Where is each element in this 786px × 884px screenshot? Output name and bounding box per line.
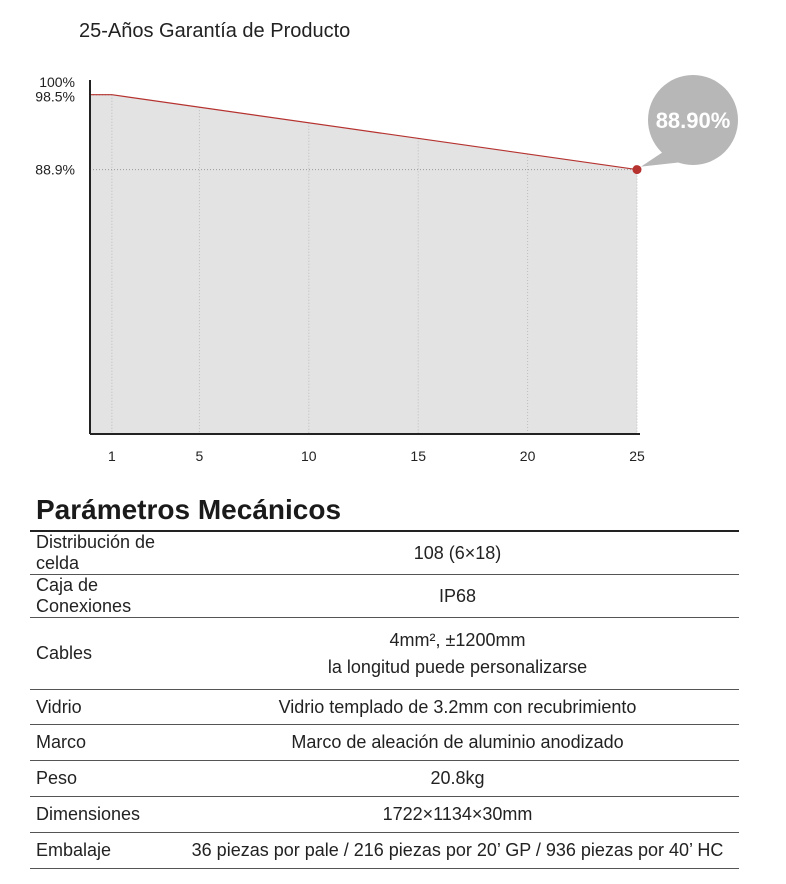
- param-value-text-secondary: la longitud puede personalizarse: [327, 656, 588, 677]
- params-row: [30, 618, 739, 690]
- param-value: [176, 761, 739, 797]
- param-value: [176, 833, 739, 869]
- x-tick-label-25: 25: [629, 448, 645, 464]
- callout-label: 88.90%: [655, 108, 731, 133]
- x-tick-label-10: 10: [301, 448, 317, 464]
- x-tick-label-5: 5: [195, 448, 204, 464]
- param-value: [176, 531, 739, 575]
- params-row: [30, 575, 739, 618]
- param-label: Caja de Conexiones: [36, 575, 132, 616]
- param-label: Distribución de celda: [36, 532, 156, 573]
- param-value-text: IP68: [438, 585, 477, 606]
- x-tick-label-15: 15: [410, 448, 426, 464]
- y-tick-label-1: 98.5%: [35, 88, 75, 105]
- y-tick-label-0: 100%: [39, 74, 75, 90]
- chart-area-fill: [90, 95, 637, 434]
- param-value: [176, 618, 739, 690]
- param-value-text: Vidrio templado de 3.2mm con recubrimiento: [278, 696, 637, 717]
- param-value-text: Marco de aleación de aluminio anodizado: [291, 732, 624, 752]
- param-value-text: 4mm², ±1200mm: [389, 629, 526, 650]
- params-row: [30, 690, 739, 725]
- params-row: [30, 797, 739, 833]
- param-value-text: 36 piezas por pale / 216 piezas por 20’ GP / 936 piezas por 40’ HC: [191, 840, 724, 860]
- x-tick-label-1: 1: [107, 448, 116, 464]
- params-row: [30, 833, 739, 869]
- param-value-text: 108 (6×18): [413, 542, 502, 563]
- param-value-text: 20.8kg: [430, 768, 485, 788]
- param-label: Embalaje: [36, 840, 112, 860]
- chart-title: 25-Años Garantía de Producto: [79, 20, 351, 42]
- param-value: [176, 575, 739, 618]
- param-label: Marco: [36, 732, 87, 752]
- params-row: [30, 761, 739, 797]
- params-row: [30, 531, 739, 575]
- param-label: Cables: [36, 643, 93, 663]
- param-label: Peso: [36, 768, 78, 788]
- param-value: [176, 797, 739, 833]
- end-point-marker: [633, 165, 642, 174]
- param-label: Dimensiones: [36, 804, 141, 824]
- x-tick-label-20: 20: [519, 448, 536, 464]
- param-value-text: 1722×1134×30mm: [382, 804, 533, 824]
- mechanical-params-table: [30, 530, 739, 869]
- param-value: [176, 690, 739, 725]
- section-title: Parámetros Mecánicos: [36, 494, 342, 525]
- params-row: [30, 725, 739, 761]
- param-value: [176, 725, 739, 761]
- y-tick-label-2: 88.9%: [35, 161, 75, 178]
- param-label: Vidrio: [36, 696, 82, 717]
